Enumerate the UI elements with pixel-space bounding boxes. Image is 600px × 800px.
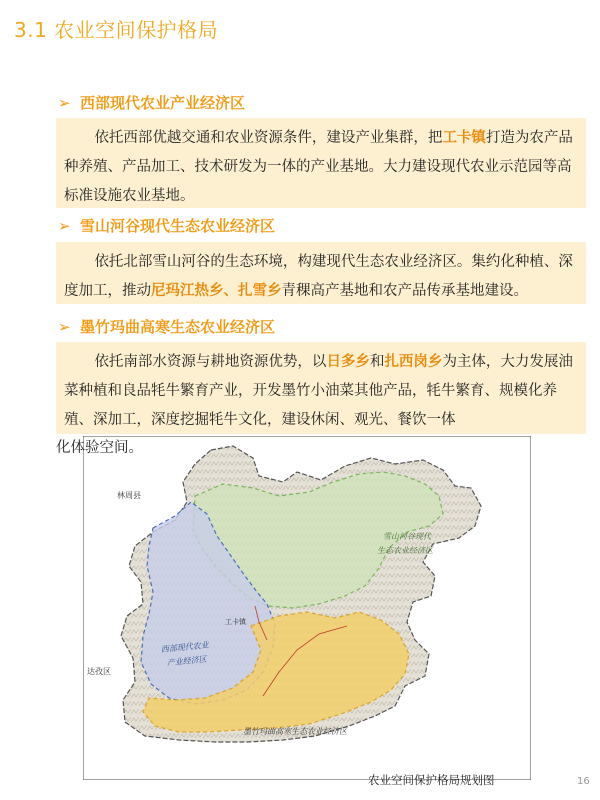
label-zone-west-2: 产业经济区: [166, 654, 208, 668]
body-text: 青稞高产基地和农产品传承基地建设。: [281, 283, 528, 299]
figure-caption: 农业空间保护格局规划图: [368, 773, 495, 787]
label-zone-south: 墨竹玛曲高寒生态农业经济区: [243, 727, 347, 736]
highlight-town: 工卡镇: [442, 130, 486, 146]
page-number: 16: [577, 776, 590, 787]
label-dazi: 达孜区: [87, 667, 111, 676]
arrow-bullet-icon: ➢: [58, 318, 71, 336]
section-body-west: [56, 118, 586, 208]
section-heading-label: 墨竹玛曲高寒生态农业经济区: [80, 318, 276, 336]
highlight-zhaxigang: 扎西岗乡: [384, 354, 443, 370]
body-text: 依托西部优越交通和农业资源条件，建设产业集群，把: [94, 130, 443, 146]
planning-map: [83, 436, 531, 780]
label-zone-north-2: 生态农业经济区: [377, 546, 433, 555]
highlight-riduo: 日多乡: [326, 354, 370, 370]
label-gongka: 工卡镇: [225, 618, 246, 626]
label-zone-west-1: 西部现代农业: [160, 640, 210, 655]
section-heading-maqu: [58, 316, 275, 337]
section-heading-label: 西部现代农业产业经济区: [80, 94, 246, 112]
body-text-tail: 化体验空间。: [56, 440, 143, 456]
section-heading-valley: [58, 215, 275, 236]
map-svg: [83, 436, 531, 780]
section-heading-west: [58, 92, 245, 113]
body-text: 依托南部水资源与耕地资源优势，以: [94, 354, 327, 370]
label-zone-north-1: 雪山河谷现代: [383, 532, 431, 541]
section-body-maqu: [56, 342, 586, 434]
section-body-valley: [56, 242, 586, 304]
body-text: 为主体，大力发展油菜种植和良品牦牛繁育产业，开发墨竹小油菜其他产品，牦牛繁育、规模化养殖、深加工，深度挖掘牦牛文化，建设休闲、观光、餐饮一体: [64, 354, 573, 428]
section-heading-label: 雪山河谷现代生态农业经济区: [80, 217, 276, 235]
arrow-bullet-icon: ➢: [58, 94, 71, 112]
highlight-towns: 尼玛江热乡、扎雪乡: [151, 283, 282, 299]
body-text: 打造为农产品种养殖、产品加工、技术研发为一体的产业基地。大力建设现代农业示范园等高标准设施农业基地。: [64, 130, 573, 204]
arrow-bullet-icon: ➢: [58, 217, 71, 235]
label-linzhou: 林周县: [117, 491, 141, 500]
page-title: 3.1 农业空间保护格局: [14, 18, 219, 42]
body-text: 和: [369, 354, 385, 370]
body-text: 依托北部雪山河谷的生态环境，构建现代生态农业经济区。集约化种植、深度加工，推动: [64, 254, 573, 299]
